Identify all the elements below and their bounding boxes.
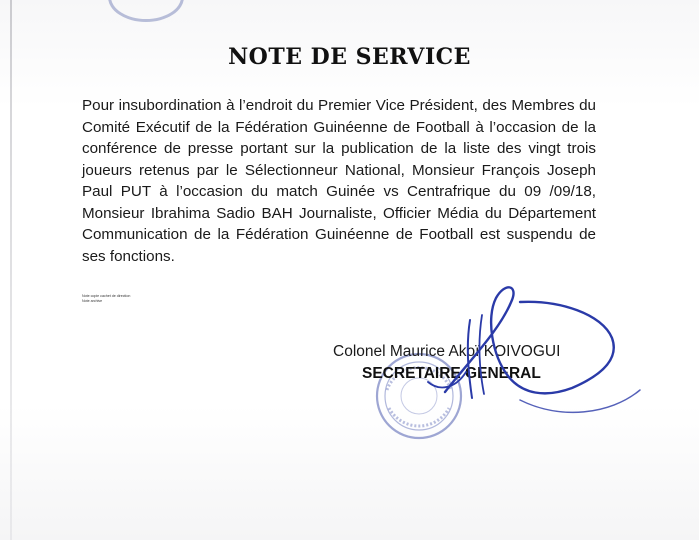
tiny-footnote: [82, 294, 130, 304]
tiny-footnote-line-2: Note archive: [82, 299, 103, 303]
signer-name: Colonel Maurice Akoï KOIVOGUI: [333, 343, 561, 360]
document-title: NOTE DE SERVICE: [228, 44, 471, 70]
document-body: Pour insubordination à l’endroit du Premier Vice Président, des Membres du Comité Exécutif de la Fédération Guinéenne de Football à l’occasion de la conférence de presse portant sur la publication de la liste des vingt trois joueurs retenus par le Sélectionneur National, Monsieur François Joseph Paul PUT à l’occasion du match Guinée vs Centrafrique du 09 /09/18, Monsieur Ibrahima Sadio BAH Journaliste, Officier Média du Département Communication de la Fédération Guinéenne de Football est suspendu de ses fonctions.: [82, 97, 596, 265]
signer-title: SECRETAIRE GENERAL: [362, 365, 541, 382]
top-stamp-fragment: [108, 0, 184, 22]
official-stamp: [373, 350, 465, 442]
page-fold-edge: [10, 0, 12, 540]
tiny-footnote-line-1: Note copie cachet de direction: [82, 294, 131, 298]
